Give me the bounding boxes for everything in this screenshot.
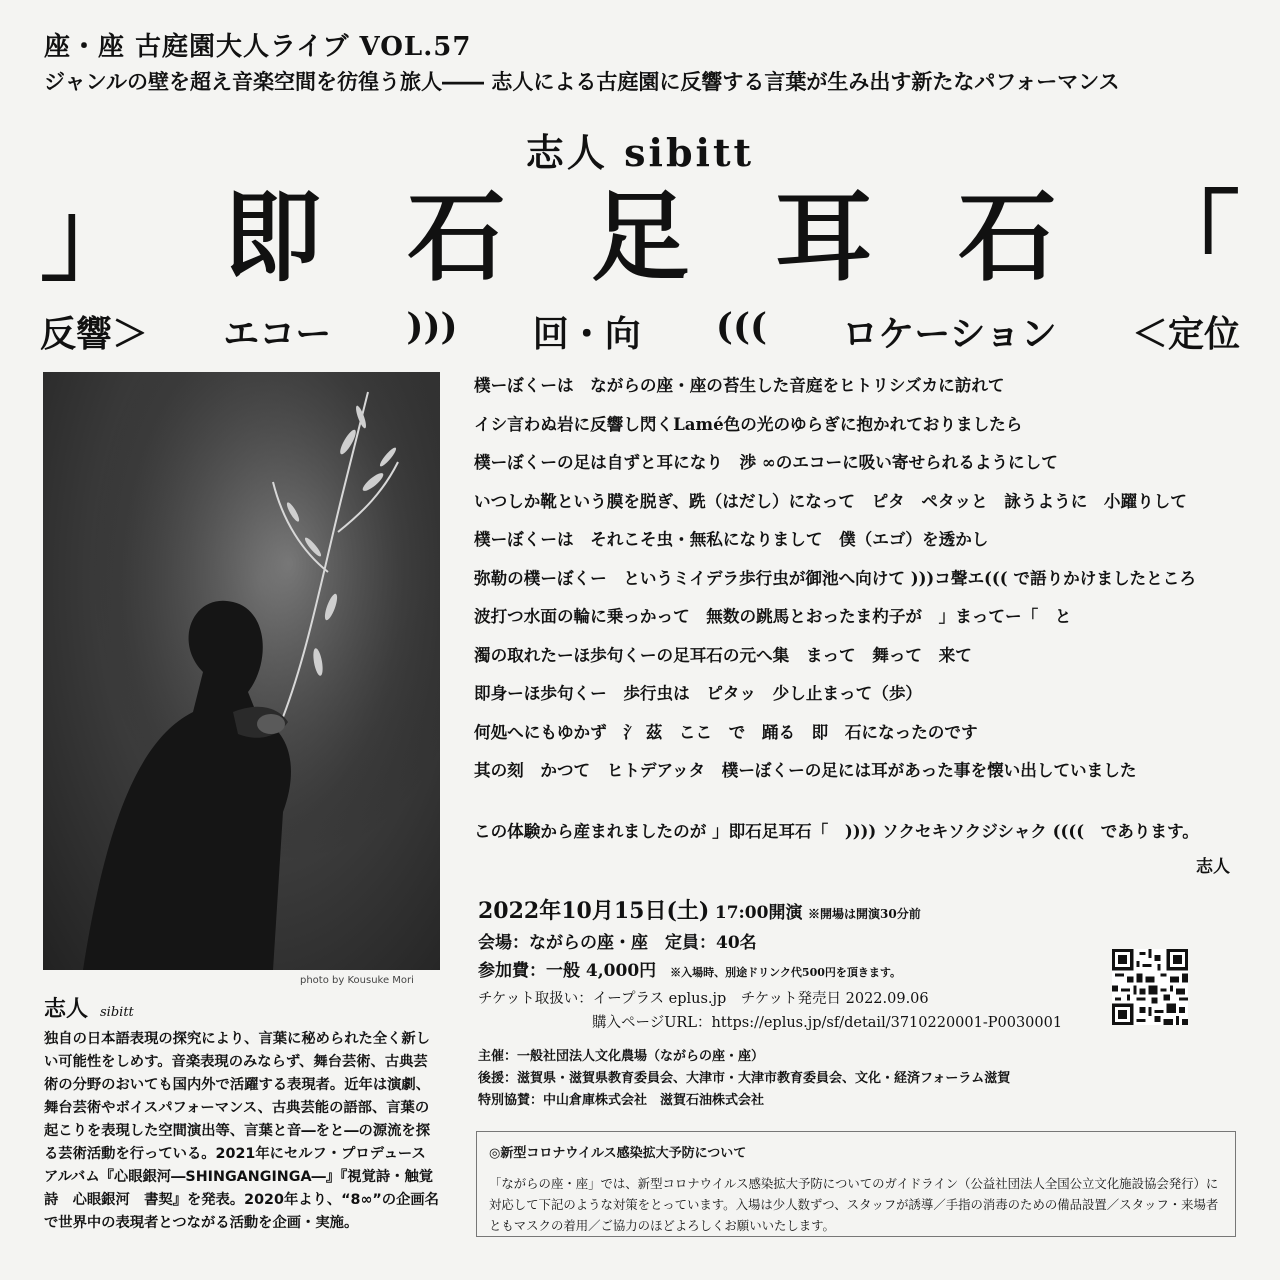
bio-text: 独自の日本語表現の探究により、言葉に秘められた全く新しい可能性をしめす。音楽表現のみならず、舞台芸術、古典芸術の分野のおいても国内外で活躍する表現者。近年は演劇、舞台芸術やボイスパフォーマンス、古典芸能の語部、言葉の起こりを表現した空間演出等、言葉と音―をと―の源流を探る芸術活動を行っている。2021年にセルフ・プロデュースアルバム『心眼銀河―SHINGANGINGA―』『視覚詩・触覚詩 心眼銀河 書契』を発表。2020年より、“8∞”の企画名で世界中の表現者とつながる活動を企画・実施。 (44, 1031, 439, 1231)
poem-line: 樸ーぼくーは ながらの座・座の苔生した音庭をヒトリシズカに訪れて (474, 375, 1005, 395)
subtitle (40, 306, 1240, 357)
poem-line: 何処へにもゆかず 氵 茲 ここ で 踊る 即 石になったのです (474, 721, 978, 742)
bio-heading (44, 992, 134, 1023)
organizer: 主催：一般社団法人文化農場（ながらの座・座） (478, 1049, 765, 1064)
poem-line: 波打つ水面の輪に乗っかって 無数の跳馬とおったま杓子が 」まってー「 と (474, 606, 1072, 626)
subtitle-part: エコー (223, 313, 332, 355)
poem-signature: 志人 (1196, 857, 1230, 877)
poem-line: いつしか靴という膜を脱ぎ、跣（はだし）になって ピタ ペタッと 詠うように 小躍りして (474, 490, 1187, 511)
subtitle-part: ＜定位 (1131, 313, 1240, 355)
notice-title: ◎新型コロナウイルス感染拡大予防について (489, 1146, 747, 1161)
event-tagline: ジャンルの壁を超え音楽空間を彷徨う旅人―― 志人による古庭園に反響する言葉が生み出す新たなパフォーマンス (44, 70, 1120, 94)
event-date (478, 894, 921, 925)
poem-line: 弥勒の樸ーぼくー というミイデラ歩行虫が御池へ向けて )))コ聲エ((( で語りかけましたところ (474, 567, 1196, 588)
venue-info: 会場：ながらの座・座 定員：40名 (478, 933, 757, 953)
event-credits (478, 1046, 1010, 1112)
poem (474, 372, 1244, 796)
fee-info (478, 956, 901, 981)
artist-photo-illustration (43, 372, 440, 970)
subtitle-part: 反響＞ (40, 313, 149, 355)
title-char: 足 (590, 180, 689, 295)
poem-line: 樸ーぼくーの足は自ずと耳になり 渉 ∞のエコーに吸い寄せられるようにして (474, 452, 1058, 472)
title-char: 即 (223, 180, 322, 295)
main-title (40, 178, 1240, 298)
start-time: 17:00開演 (714, 903, 803, 923)
title-char: 石 (958, 180, 1057, 295)
event-series-title: 座・座 古庭園大人ライブ VOL.57 (44, 32, 472, 62)
title-char: 」 (40, 180, 139, 295)
artist-name: 志人 sibitt (525, 130, 755, 175)
day-of-week: (土) (666, 898, 710, 924)
notice-body: 「ながらの座・座」では、新型コロナウイルス感染拡大予防についてのガイドライン（公益社団法人全国公立文化施設協会発行）に対応して下記のような対策をとっています。入場は少人数ずつ、スタッフが誘導／手指の消毒のための備品設置／スタッフ・来場者ともマスクの着用／ご協力のほどよろしくお願いいたします。 (489, 1176, 1219, 1233)
sponsors: 特別協賛：中山倉庫株式会社 滋賀石油株式会社 (478, 1093, 765, 1108)
qr-code-graphic (1112, 949, 1188, 1025)
subtitle-part: ))) (406, 306, 458, 348)
covid-notice (476, 1131, 1236, 1237)
poem-line: 濁の取れたーほ歩句くーの足耳石の元へ集 まって 舞って 来て (474, 644, 972, 665)
ticket-info: チケット取扱い：イープラス eplus.jp チケット発売日 2022.09.06 (478, 991, 929, 1007)
poem-line: 樸ーぼくーは それこそ虫・無私になりまして 僕（エゴ）を透かし (474, 529, 989, 549)
supporters: 後援：滋賀県・滋賀県教育委員会、大津市・大津市教育委員会、文化・経済フォーラム滋賀 (478, 1071, 1011, 1086)
photo-credit: photo by Kousuke Mori (300, 975, 414, 986)
poem-line: 即身ーほ歩句くー 歩行虫は ピタッ 少し止まって（歩） (474, 683, 923, 703)
poem-line: 其の刻 かつて ヒトデアッタ 樸ーぼくーの足には耳があった事を懐い出していました (474, 760, 1137, 780)
subtitle-part: ロケーション (842, 313, 1057, 355)
fee-note: ※入場時、別途ドリンク代500円を頂きます。 (670, 966, 902, 979)
date-value: 2022年10月15日 (478, 898, 667, 924)
artist-photo (43, 372, 440, 970)
title-char: 石 (407, 180, 506, 295)
poem-line: イシ言わぬ岩に反響し閃くLamé色の光のゆらぎに抱かれておりましたら (474, 413, 1023, 434)
subtitle-part: ((( (715, 306, 768, 348)
poem-closing-line: この体験から産まれましたのが 」即石足耳石「 )))) ソクセキソクジシャク (((( であります。 (474, 821, 1199, 841)
bio-name-roman: sibitt (100, 1005, 134, 1020)
title-char: 耳 (774, 180, 873, 295)
bio-name: 志人 (44, 996, 89, 1022)
fee-value: 参加費：一般 4,000円 (478, 961, 657, 981)
purchase-url[interactable]: 購入ページURL：https://eplus.jp/sf/detail/3710220001-P0030001 (592, 1015, 1063, 1031)
qr-code-icon[interactable] (1112, 949, 1188, 1025)
title-char: 「 (1141, 180, 1240, 295)
subtitle-part: 回・向 (532, 313, 641, 355)
door-note: ※開場は開演30分前 (808, 907, 921, 921)
